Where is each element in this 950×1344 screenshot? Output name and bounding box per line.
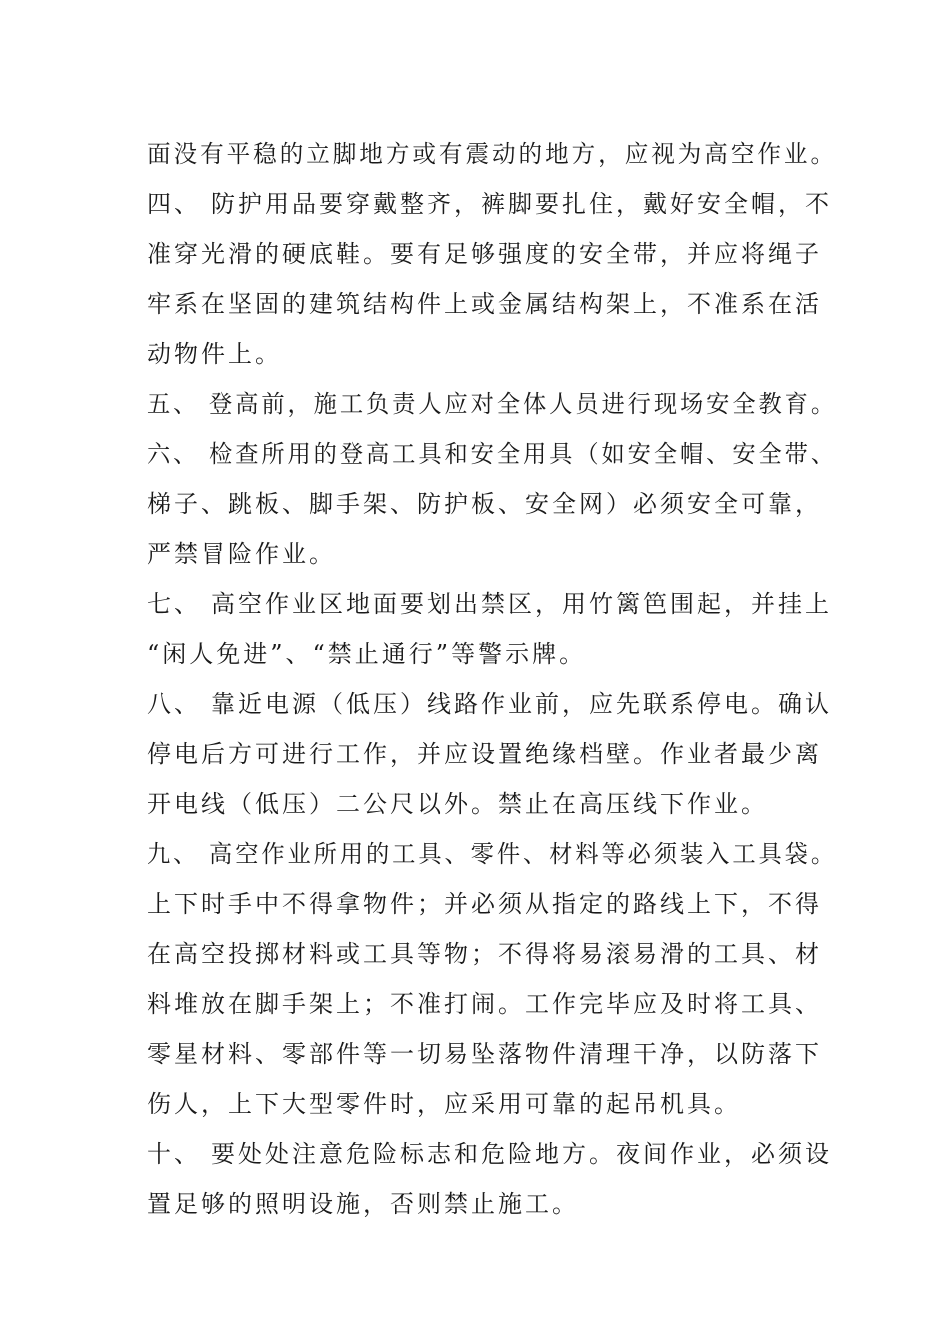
line-text: 防护用品要穿戴整齐，裤脚要扎住，戴好安全帽，不 <box>211 190 832 218</box>
line-text: 停电后方可进行工作，并应设置绝缘档壁。作业者最少离 <box>147 740 822 768</box>
text-line <box>147 729 837 779</box>
text-line <box>147 979 837 1029</box>
text-line <box>147 129 837 179</box>
line-text: 检查所用的登高工具和安全用具（如安全帽、安全带、 <box>209 440 838 468</box>
text-line <box>147 279 837 329</box>
line-text: 梯子、跳板、脚手架、防护板、安全网）必须安全可靠， <box>147 490 822 518</box>
text-line <box>147 1129 837 1179</box>
line-text: 上下时手中不得拿物件；并必须从指定的路线上下，不得 <box>147 890 822 918</box>
text-line <box>147 679 837 729</box>
line-text: 料堆放在脚手架上；不准打闹。工作完毕应及时将工具、 <box>147 990 822 1018</box>
line-text: 在高空投掷材料或工具等物；不得将易滚易滑的工具、材 <box>147 940 822 968</box>
item-number: 七、 <box>147 590 201 618</box>
line-text: 准穿光滑的硬底鞋。要有足够强度的安全带，并应将绳子 <box>147 240 822 268</box>
text-line <box>147 429 838 479</box>
line-text: 高空作业所用的工具、零件、材料等必须装入工具袋。 <box>209 840 838 868</box>
text-line <box>147 779 837 829</box>
line-text: 严禁冒险作业。 <box>147 540 336 568</box>
text-line <box>147 229 837 279</box>
text-line <box>147 329 837 379</box>
text-line <box>147 1079 837 1129</box>
line-text: 零星材料、零部件等一切易坠落物件清理干净，以防落下 <box>147 1040 822 1068</box>
item-number: 九、 <box>147 840 200 868</box>
line-text: 伤人，上下大型零件时，应采用可靠的起吊机具。 <box>147 1090 741 1118</box>
line-text: 要处处注意危险标志和危险地方。夜间作业，必须设 <box>211 1140 832 1168</box>
text-line <box>147 1029 837 1079</box>
line-text: 靠近电源（低压）线路作业前，应先联系停电。确认 <box>211 690 832 718</box>
text-line <box>147 179 837 229</box>
text-line <box>147 529 837 579</box>
document-body <box>147 129 837 1229</box>
text-line <box>147 1179 837 1229</box>
text-line <box>147 379 838 429</box>
line-text: “闲人免进”、“禁止通行”等警示牌。 <box>147 640 587 668</box>
item-number: 四、 <box>147 190 201 218</box>
text-line <box>147 629 837 679</box>
item-number: 六、 <box>147 440 200 468</box>
item-number: 五、 <box>147 390 200 418</box>
text-line <box>147 829 838 879</box>
line-text: 开电线（低压）二公尺以外。禁止在高压线下作业。 <box>147 790 768 818</box>
text-line <box>147 929 837 979</box>
item-number: 十、 <box>147 1140 201 1168</box>
line-text: 面没有平稳的立脚地方或有震动的地方，应视为高空作业。 <box>147 140 837 168</box>
item-number: 八、 <box>147 690 201 718</box>
line-text: 高空作业区地面要划出禁区，用竹篱笆围起，并挂上 <box>211 590 832 618</box>
text-line <box>147 479 837 529</box>
line-text: 登高前，施工负责人应对全体人员进行现场安全教育。 <box>209 390 838 418</box>
line-text: 置足够的照明设施，否则禁止施工。 <box>147 1190 579 1218</box>
text-line <box>147 579 837 629</box>
text-line <box>147 879 837 929</box>
line-text: 动物件上。 <box>147 340 282 368</box>
line-text: 牢系在坚固的建筑结构件上或金属结构架上，不准系在活 <box>147 290 822 318</box>
